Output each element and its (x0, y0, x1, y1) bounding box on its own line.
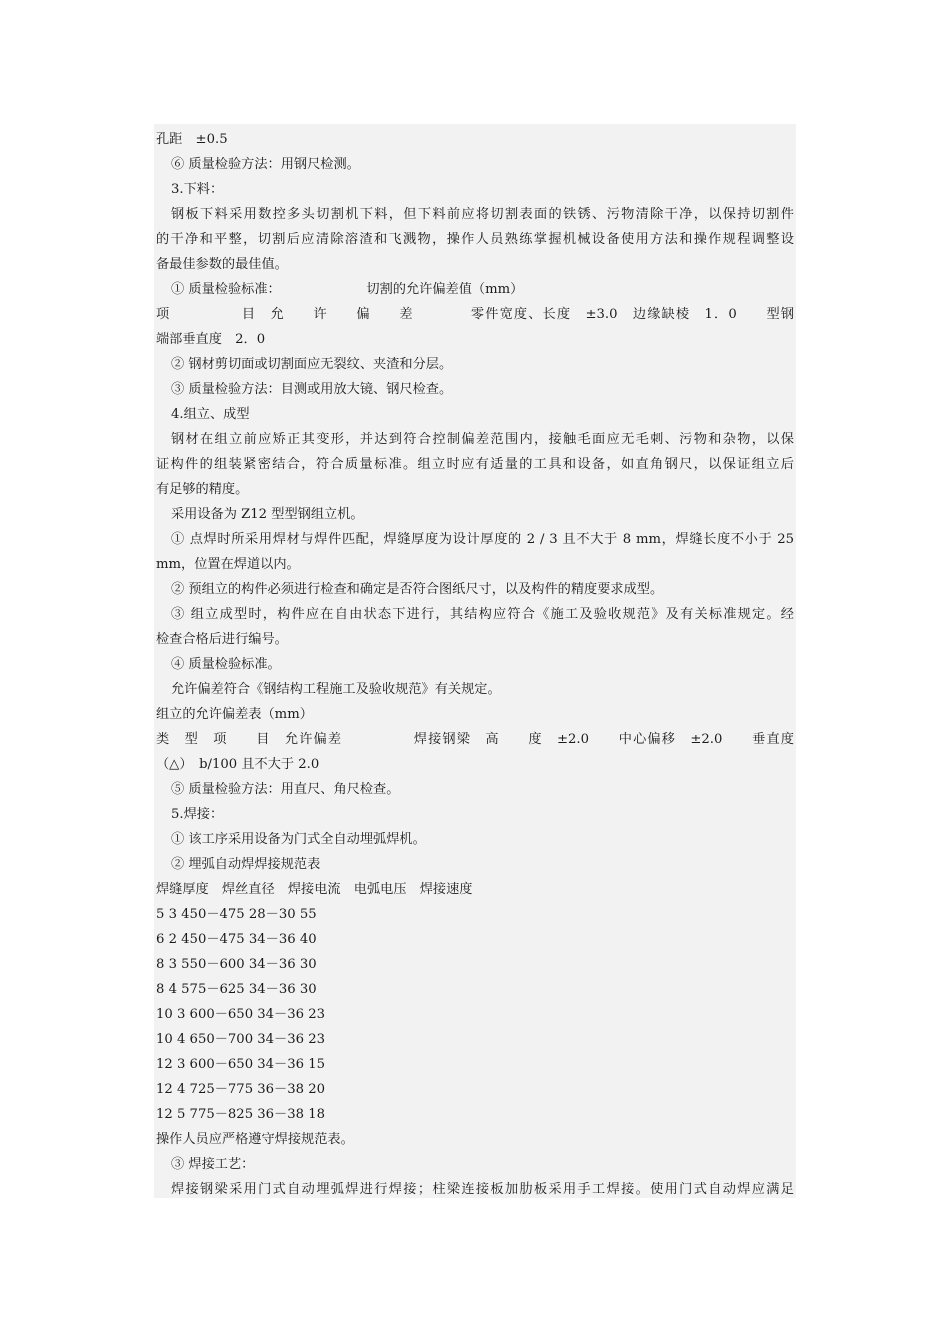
text-line: ② 钢材剪切面或切割面应无裂纹、夹渣和分层。 (171, 357, 453, 372)
paragraph-line: 备最佳参数的最佳值。 (156, 257, 288, 272)
section-heading: 3.下料： (171, 182, 224, 197)
table-row: 项 目 允 许 偏 差 零件宽度、长度 ±3.0 边缘缺棱 1．0 型钢 (156, 307, 794, 322)
paragraph-line: 的干净和平整，切割后应清除溶渣和飞溅物，操作人员熟练掌握机械设备使用方法和操作规程调整设 (156, 232, 794, 247)
text-line: 操作人员应严格遵守焊接规范表。 (156, 1132, 354, 1147)
table-caption: 组立的允许偏差表（mm） (156, 707, 313, 722)
paragraph-line: mm，位置在焊道以内。 (156, 557, 300, 572)
paragraph-line: 焊接钢梁采用门式自动埋弧焊进行焊接；柱梁连接板加肋板采用手工焊接。使用门式自动焊应满足 (171, 1182, 794, 1197)
text-line: ⑥ 质量检验方法：用钢尺检测。 (171, 157, 360, 172)
table-row: 12 5 775－825 36－38 18 (156, 1107, 325, 1122)
paragraph-line: 证构件的组装紧密结合，符合质量标准。组立时应有适量的工具和设备，如直角钢尺，以保证组立后 (156, 457, 794, 472)
text-line: ③ 焊接工艺： (171, 1157, 255, 1172)
table-row: （△） b/100 且不大于 2.0 (156, 757, 320, 772)
table-row: 12 4 725－775 36－38 20 (156, 1082, 325, 1097)
paragraph-line: ③ 组立成型时，构件应在自由状态下进行，其结构应符合《施工及验收规范》及有关标准规定。经 (171, 607, 794, 622)
table-row: 12 3 600－650 34－36 15 (156, 1057, 325, 1072)
section-heading: 5.焊接： (171, 807, 224, 822)
text-line: ① 质量检验标准： 切割的允许偏差值（mm） (171, 282, 524, 297)
paragraph-line: 有足够的精度。 (156, 482, 249, 497)
table-row: 5 3 450－475 28－30 55 (156, 907, 317, 922)
text-line: ⑤ 质量检验方法：用直尺、角尺检查。 (171, 782, 400, 797)
paragraph-line: 钢材在组立前应矫正其变形，并达到符合控制偏差范围内，接触毛面应无毛刺、污物和杂物，以保 (171, 432, 794, 447)
text-line: 采用设备为 Z12 型型钢组立机。 (171, 507, 364, 522)
paragraph-line: ① 点焊时所采用焊材与焊件匹配，焊缝厚度为设计厚度的 2 / 3 且不大于 8 mm，焊缝长度不小于 25 (171, 532, 794, 547)
text-line: ④ 质量检验标准。 (171, 657, 281, 672)
table-row: 10 3 600－650 34－36 23 (156, 1007, 325, 1022)
table-row: 8 4 575－625 34－36 30 (156, 982, 317, 997)
table-row: 6 2 450－475 34－36 40 (156, 932, 317, 947)
table-row: 8 3 550－600 34－36 30 (156, 957, 317, 972)
text-line: ① 该工序采用设备为门式全自动埋弧焊机。 (171, 832, 426, 847)
text-line: 孔距 ±0.5 (156, 132, 228, 147)
paragraph-line: 检查合格后进行编号。 (156, 632, 288, 647)
paragraph-line: 钢板下料采用数控多头切割机下料，但下料前应将切割表面的铁锈、污物清除干净，以保持切割件 (171, 207, 794, 222)
section-heading: 4.组立、成型 (171, 407, 250, 422)
table-row: 端部垂直度 2．0 (156, 332, 266, 347)
text-line: 允许偏差符合《钢结构工程施工及验收规范》有关规定。 (171, 682, 501, 697)
table-header: 焊缝厚度 焊丝直径 焊接电流 电弧电压 焊接速度 (156, 882, 473, 897)
text-line: ③ 质量检验方法：目测或用放大镜、钢尺检查。 (171, 382, 453, 397)
text-line: ② 埋弧自动焊焊接规范表 (171, 857, 321, 872)
text-line: ② 预组立的构件必须进行检查和确定是否符合图纸尺寸，以及构件的精度要求成型。 (171, 582, 664, 597)
table-row: 类 型 项 目 允许偏差 焊接钢梁 高 度 ±2.0 中心偏移 ±2.0 垂直度 (156, 732, 794, 747)
document-page (154, 124, 796, 1198)
table-row: 10 4 650－700 34－36 23 (156, 1032, 325, 1047)
